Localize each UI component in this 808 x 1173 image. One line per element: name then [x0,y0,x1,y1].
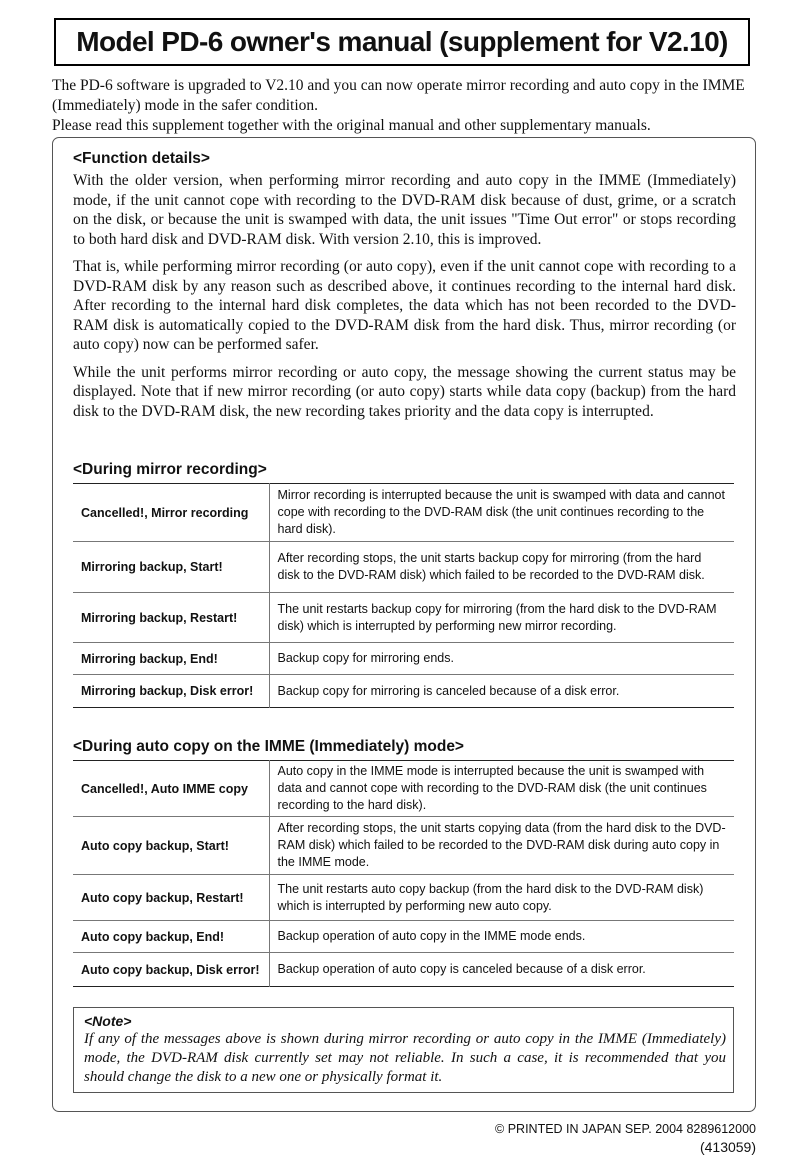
function-paragraph: That is, while performing mirror recording (or auto copy), even if the unit cannot cope with recording to a DVD-RAM disk by any reason such as described above, it continues recording to the internal hard disk. After recording to the internal hard disk completes, the data which has not been recorded to the DVD-RAM disk is automatically copied to the DVD-RAM disk from the hard disk. Thus, mirror recording (or auto copy) now can be performed safer. [73,258,736,353]
message-description: The unit restarts auto copy backup (from the hard disk to the DVD-RAM disk) which is interrupted by performing new auto copy. [269,875,734,921]
message-description: Backup copy for mirroring is canceled because of a disk error. [277,683,620,698]
message-name: Mirroring backup, Restart! [73,593,269,643]
table-row [73,817,734,875]
document-code: (413059) [699,1139,756,1155]
message-name: Cancelled!, Auto IMME copy [73,761,269,817]
table-row [73,875,734,921]
autocopy-heading: <During auto copy on the IMME (Immediately) mode> [73,738,464,755]
message-description: Backup operation of auto copy in the IMME mode ends. [269,921,734,953]
autocopy-message-table [73,760,734,987]
note-title: <Note> [84,1013,132,1029]
message-description: After recording stops, the unit starts backup copy for mirroring (from the hard disk to the DVD-RAM disk) which failed to be recorded to the DVD-RAM disk. [269,542,734,593]
table-row [73,921,734,953]
intro-paragraph: The PD-6 software is upgraded to V2.10 and you can now operate mirror recording and auto copy in the IMME (Immediately) mode in the safer condition. [52,77,745,114]
message-name: Mirroring backup, Disk error! [73,675,269,708]
message-name: Mirroring backup, Start! [73,542,269,593]
printed-info: © PRINTED IN JAPAN SEP. 2004 8289612000 [495,1122,756,1136]
message-description: Mirror recording is interrupted because the unit is swamped with data and cannot cope with recording to the DVD-RAM disk (the unit continues recording to the hard disk). [269,484,734,542]
message-description: Backup copy for mirroring ends. [269,643,734,675]
table-row [73,593,734,643]
table-row [73,484,734,542]
message-name: Auto copy backup, Restart! [73,875,269,921]
message-name: Cancelled!, Mirror recording [73,484,269,542]
mirror-heading: <During mirror recording> [73,461,267,478]
mirror-message-table [73,483,734,708]
message-description: The unit restarts backup copy for mirroring (from the hard disk to the DVD-RAM disk) which is interrupted by performing new mirror recording. [269,593,734,643]
page-title: Model PD-6 owner's manual (supplement for V2.10) [54,18,750,66]
message-description: Backup operation of auto copy is canceled because of a disk error. [277,962,646,976]
note-body: If any of the messages above is shown during mirror recording or auto copy in the IMME (Immediately) mode, the DVD-RAM disk currently set may not reliable. In such a case, it is recommended that you should change the disk to a new one or physically format it. [84,1031,726,1085]
function-details-body [73,171,736,421]
footer [495,1120,756,1156]
function-paragraph: While the unit performs mirror recording or auto copy, the message showing the current status may be displayed. Note that if new mirror recording (or auto copy) starts while data copy (backup) from the hard disk to the DVD-RAM disk, the new recording takes priority and the data copy is interrupted. [73,363,736,420]
function-paragraph: With the older version, when performing mirror recording and auto copy in the IMME (Immediately) mode, if the unit cannot cope with recording to the DVD-RAM disk because of dust, grime, or a scratch on the disk, or because the unit is swamped with data, the unit issues "Time Out error" or stops recording to both hard disk and DVD-RAM disk. With version 2.10, this is improved. [73,172,736,248]
message-name: Auto copy backup, Disk error! [73,953,269,987]
table-row [73,953,734,987]
message-name: Auto copy backup, End! [73,921,269,953]
intro-paragraph: Please read this supplement together with the original manual and other supplementary manuals. [52,117,651,134]
message-description: Auto copy in the IMME mode is interrupted because the unit is swamped with data and cannot cope with recording to the DVD-RAM disk (the unit continues recording to the hard disk). [269,761,734,817]
message-name: Auto copy backup, Start! [73,817,269,875]
message-name: Mirroring backup, End! [73,643,269,675]
table-row [73,643,734,675]
function-details-heading: <Function details> [73,150,210,167]
table-row [73,542,734,593]
table-row [73,761,734,817]
message-description: After recording stops, the unit starts copying data (from the hard disk to the DVD-RAM disk) which failed to be recorded to the DVD-RAM disk during auto copy in the IMME mode. [269,817,734,875]
intro-text [52,76,758,136]
table-row [73,675,734,708]
